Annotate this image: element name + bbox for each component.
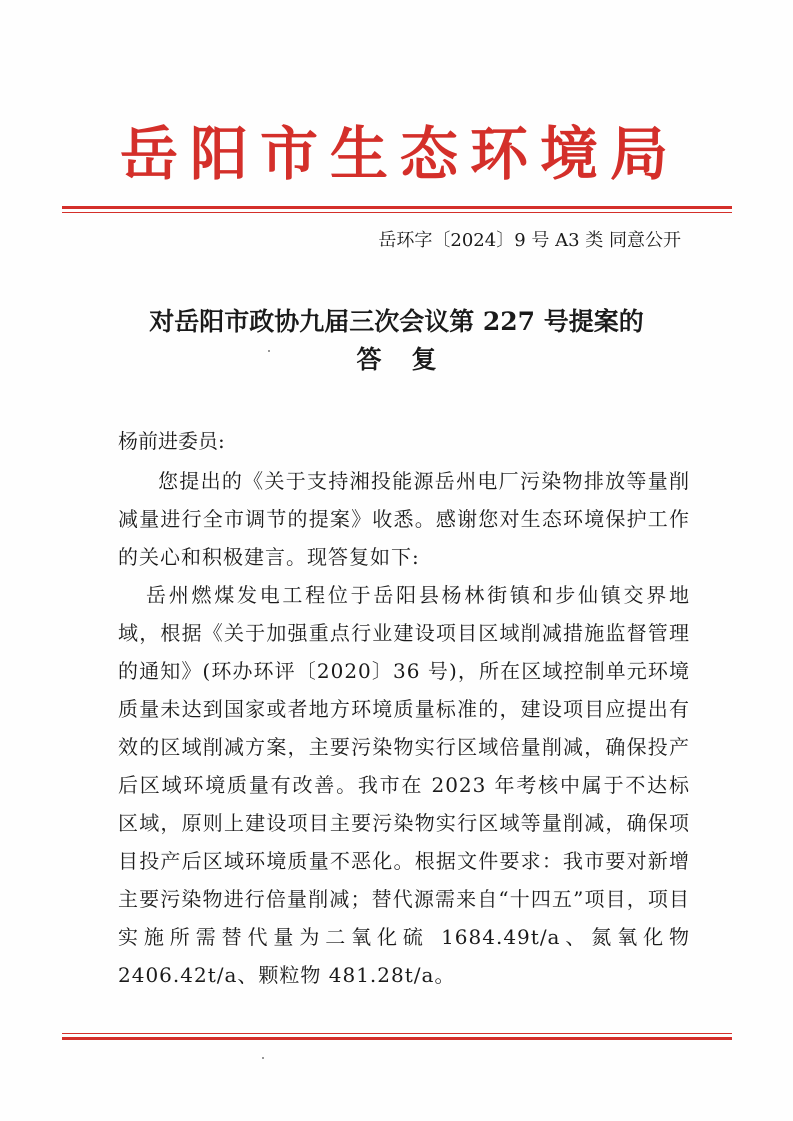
salutation: 杨前进委员: — [118, 429, 225, 453]
body-paragraph: 岳州燃煤发电工程位于岳阳县杨林街镇和步仙镇交界地域，根据《关于加强重点行业建设项目区域削减措施监督管理的通知》(环办环评〔2020〕36 号)，所在区域控制单元环境质量未达到国家或者地方环境质量标准的，建设项目应提出有效的区域削减方案，主要污染物实行区域倍量削减，确保投产后区域环境质量有改善。我市在 2023 年考核中属于不达标区域，原则上建设项目主要污染物实行区域等量削减，确保项目投产后区域环境质量不恶化。根据文件要求：我市要对新增主要污染物进行倍量削减；替代源需来自“十四五”项目，项目实施所需替代量为二氧化硫 1684.49t/a、氮氧化物 2406.42t/a、颗粒物 481.28t/a。 — [118, 583, 690, 987]
header-rule-thin — [62, 212, 732, 213]
footer-rule-thin — [62, 1033, 732, 1034]
body-paragraph: 您提出的《关于支持湘投能源岳州电厂污染物排放等量削减量进行全市调节的提案》收悉。感谢您对生态环境保护工作的关心和积极建言。现答复如下: — [118, 469, 690, 569]
document-title-line2: 答复 — [356, 345, 467, 374]
document-title-line1: 对岳阳市政协九届三次会议第 227 号提案的 — [149, 307, 644, 336]
document-number: 岳环字〔2024〕9 号 A3 类 同意公开 — [378, 230, 681, 251]
scan-speck — [262, 1057, 264, 1059]
header-rule-thick — [62, 206, 732, 209]
footer-rule-thick — [62, 1037, 732, 1040]
agency-header: 岳阳市生态环境局 — [119, 120, 680, 188]
